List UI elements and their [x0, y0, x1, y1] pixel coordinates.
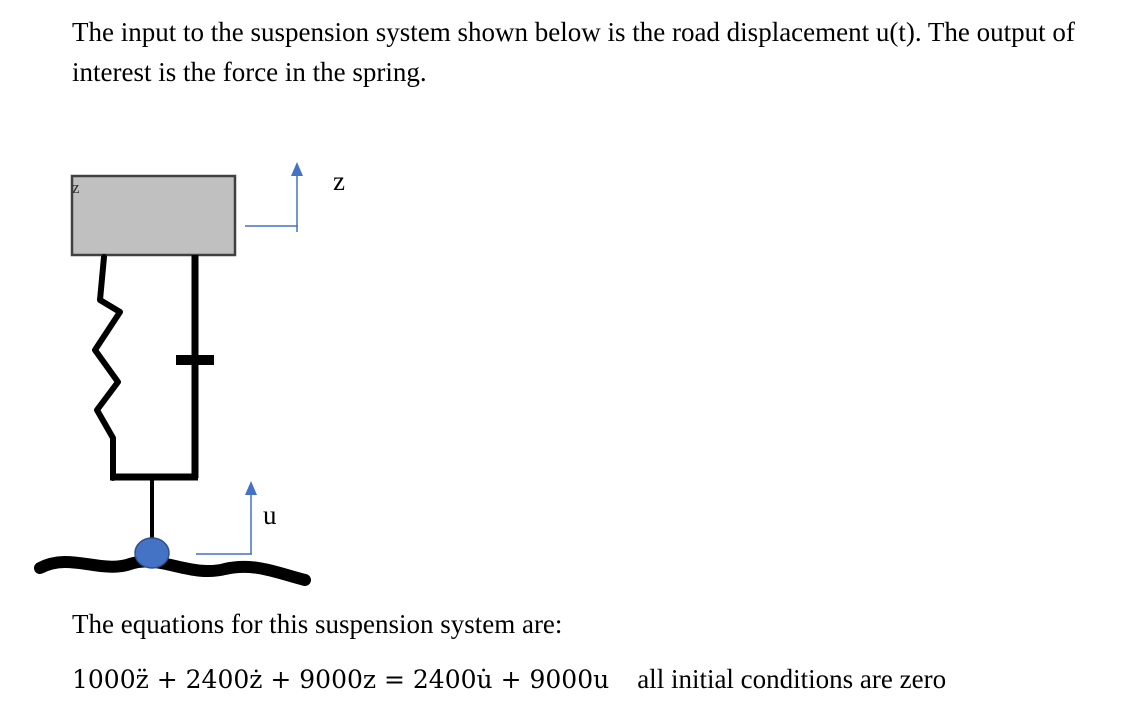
equation-line	[72, 664, 946, 695]
mass-label: z	[72, 178, 80, 197]
equations-heading: The equations for this suspension system are:	[72, 609, 563, 639]
z-axis-label: z	[333, 166, 345, 196]
initial-conditions-note: all initial conditions are zero	[637, 664, 947, 694]
z-axis-arrowhead	[291, 162, 303, 176]
wheel	[135, 538, 169, 568]
mass-block	[72, 176, 235, 255]
u-axis-arrowhead	[245, 481, 257, 495]
u-axis-label: u	[263, 500, 277, 530]
road-surface	[40, 562, 305, 580]
spring	[95, 257, 120, 478]
problem-statement: The input to the suspension system shown below is the road displacement u(t). The output of interest is the force in the spring.	[72, 17, 1075, 87]
equation-formula: 1000z̈ + 2400ż + 9000z = 2400u̇ + 9000u	[72, 665, 610, 694]
